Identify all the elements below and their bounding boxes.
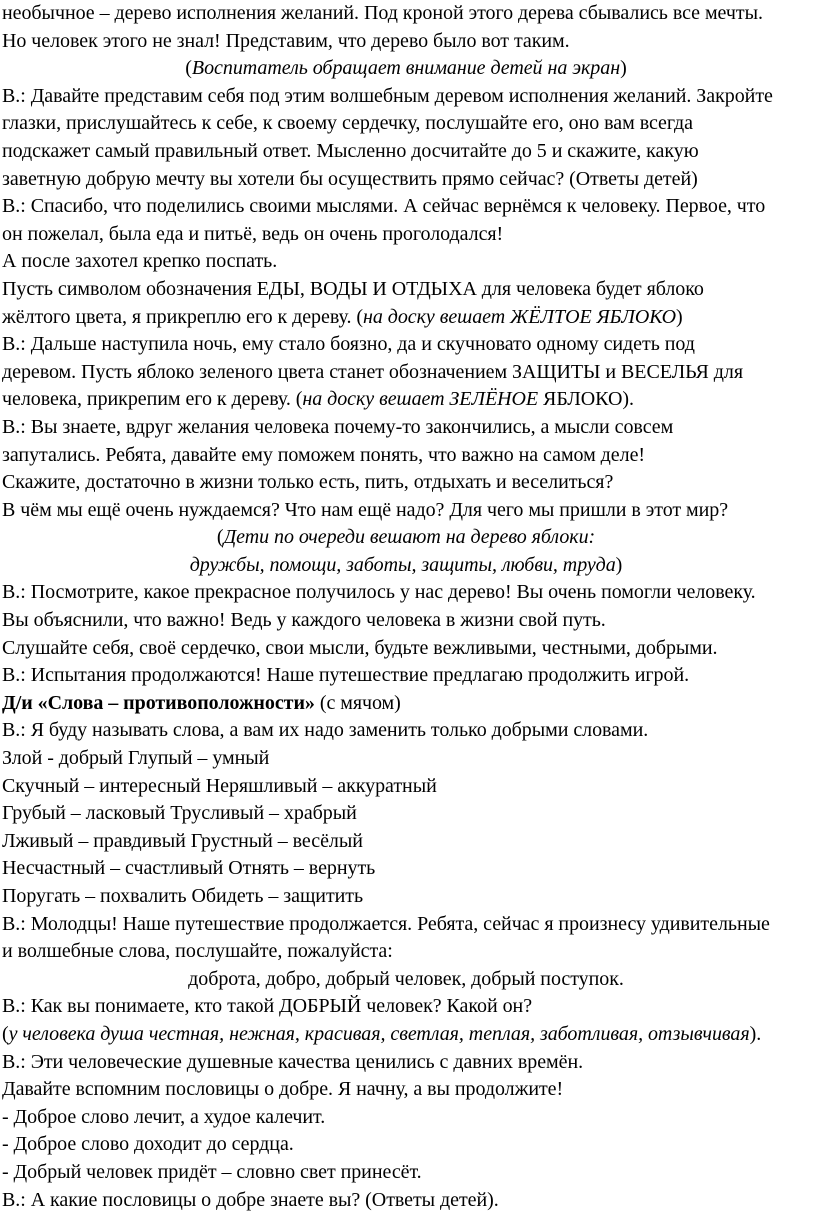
text-segment: ЯБЛОКО). xyxy=(538,388,634,411)
text-line: В.: Давайте представим себя под этим волшебным деревом исполнения желаний. Закройте xyxy=(2,84,773,107)
text-segment: ( xyxy=(2,1022,9,1045)
stage-direction-line xyxy=(2,55,810,83)
text-line: и волшебные слова, послушайте, пожалуйста: xyxy=(2,940,393,963)
proverb-line: - Доброе слово доходит до сердца. xyxy=(2,1133,294,1156)
stage-direction-line xyxy=(2,524,810,552)
word-pair-line: Несчастный – счастливый Отнять – вернуть xyxy=(2,857,376,880)
text-segment: ). xyxy=(749,1022,762,1045)
word-pair-line: Поругать – похвалить Обидеть – защитить xyxy=(2,885,364,907)
text-line xyxy=(2,1021,810,1049)
text-line: Давайте вспомним пословицы о добре. Я начну, а вы продолжите! xyxy=(2,1078,564,1101)
word-pair-line: Лживый – правдивый Грустный – весёлый xyxy=(2,829,363,852)
stage-direction-close: ) xyxy=(620,57,627,80)
text-line: деревом. Пусть яблоко зеленого цвета станет обозначением ЗАЩИТЫ и ВЕСЕЛЬЯ для xyxy=(2,360,743,383)
text-segment: жёлтого цвета, я прикреплю его к дереву. ( xyxy=(2,305,363,328)
text-line: В.: Как вы понимаете, кто такой ДОБРЫЙ человек? Какой он? xyxy=(2,995,533,1018)
proverb-line: - Добрый человек придёт – словно свет принесёт. xyxy=(2,1160,422,1183)
text-segment: ) xyxy=(676,305,683,328)
text-line: В.: Испытания продолжаются! Наше путешествие предлагаю продолжить игрой. xyxy=(2,664,690,687)
text-line: глазки, прислушайтесь к себе, к своему сердечку, послушайте его, оно вам всегда xyxy=(2,112,693,135)
text-line: В.: Молодцы! Наше путешествие продолжается. Ребята, сейчас я произнесу удивительные xyxy=(2,912,770,935)
text-line: В.: Я буду называть слова, а вам их надо заменить только добрыми словами. xyxy=(2,719,649,742)
text-line: В.: А какие пословицы о добре знаете вы? (Ответы детей). xyxy=(2,1188,499,1211)
text-line: он пожелал, была еда и питьё, ведь он очень проголодался! xyxy=(2,222,504,245)
text-line: подскажет самый правильный ответ. Мысленно досчитайте до 5 и скажите, какую xyxy=(2,139,699,162)
text-line: заветную добрую мечту вы хотели бы осуществить прямо сейчас? (Ответы детей) xyxy=(2,167,698,190)
stage-direction-text: на доску вешает ЖЁЛТОЕ ЯБЛОКО xyxy=(363,305,676,328)
text-line: Вы объяснили, что важно! Ведь у каждого человека в жизни свой путь. xyxy=(2,609,606,632)
stage-direction-open: ( xyxy=(185,57,192,80)
text-line: В чём мы ещё очень нуждаемся? Что нам ещё надо? Для чего мы пришли в этот мир? xyxy=(2,498,729,521)
proverb-line: - Доброе слово лечит, а худое калечит. xyxy=(2,1105,326,1128)
text-line: В.: Эти человеческие душевные качества ценились с давних времён. xyxy=(2,1050,584,1073)
text-line: запутались. Ребята, давайте ему поможем понять, что важно на самом деле! xyxy=(2,443,646,466)
text-line: В.: Дальше наступила ночь, ему стало боязно, да и скучновато одному сидеть под xyxy=(2,333,695,356)
text-line: В.: Посмотрите, какое прекрасное получилось у нас дерево! Вы очень помогли человеку. xyxy=(2,581,756,604)
text-line: Скажите, достаточно в жизни только есть, пить, отдыхать и веселиться? xyxy=(2,471,614,494)
text-line: Пусть символом обозначения ЕДЫ, ВОДЫ И ОТДЫХА для человека будет яблоко xyxy=(2,277,704,300)
text-line: Слушайте себя, своё сердечко, свои мысли, будьте вежливыми, честными, добрыми. xyxy=(2,636,718,659)
text-segment: человека, прикрепим его к дереву. ( xyxy=(2,388,303,411)
stage-direction-text: на доску вешает ЗЕЛЁНОЕ xyxy=(302,388,539,411)
text-line: необычное – дерево исполнения желаний. Под кроной этого дерева сбывались все мечты. xyxy=(2,2,763,24)
word-pair-line: Злой - добрый Глупый – умный xyxy=(2,747,270,770)
text-line xyxy=(2,304,810,332)
game-heading-line xyxy=(2,690,810,718)
stage-direction-text: Воспитатель обращает внимание детей на экран xyxy=(191,57,621,80)
stage-direction-text: дружбы, помощи, заботы, защиты, любви, труда xyxy=(189,553,616,576)
answer-text: у человека душа честная, нежная, красивая, светлая, теплая, заботливая, отзывчивая xyxy=(8,1022,750,1045)
text-line xyxy=(2,386,810,414)
centered-words-line: доброта, добро, добрый человек, добрый поступок. xyxy=(188,967,624,990)
text-line: В.: Спасибо, что поделились своими мыслями. А сейчас вернёмся к человеку. Первое, что xyxy=(2,195,766,218)
text-line: А после захотел крепко поспать. xyxy=(2,250,278,273)
stage-direction-line xyxy=(2,552,810,580)
game-note: (с мячом) xyxy=(314,691,401,714)
stage-direction-open: ( xyxy=(216,526,224,549)
stage-direction-close: ) xyxy=(615,553,623,576)
text-line: Но человек этого не знал! Представим, что дерево было вот таким. xyxy=(2,29,570,52)
text-line: В.: Вы знаете, вдруг желания человека почему-то закончились, а мысли совсем xyxy=(2,415,674,438)
word-pair-line: Грубый – ласковый Трусливый – храбрый xyxy=(2,802,357,825)
game-title: Д/и «Слова – противоположности» xyxy=(2,691,315,714)
stage-direction-text: Дети по очереди вешают на дерево яблоки: xyxy=(223,526,596,549)
word-pair-line: Скучный – интересный Неряшливый – аккуратный xyxy=(2,774,437,797)
